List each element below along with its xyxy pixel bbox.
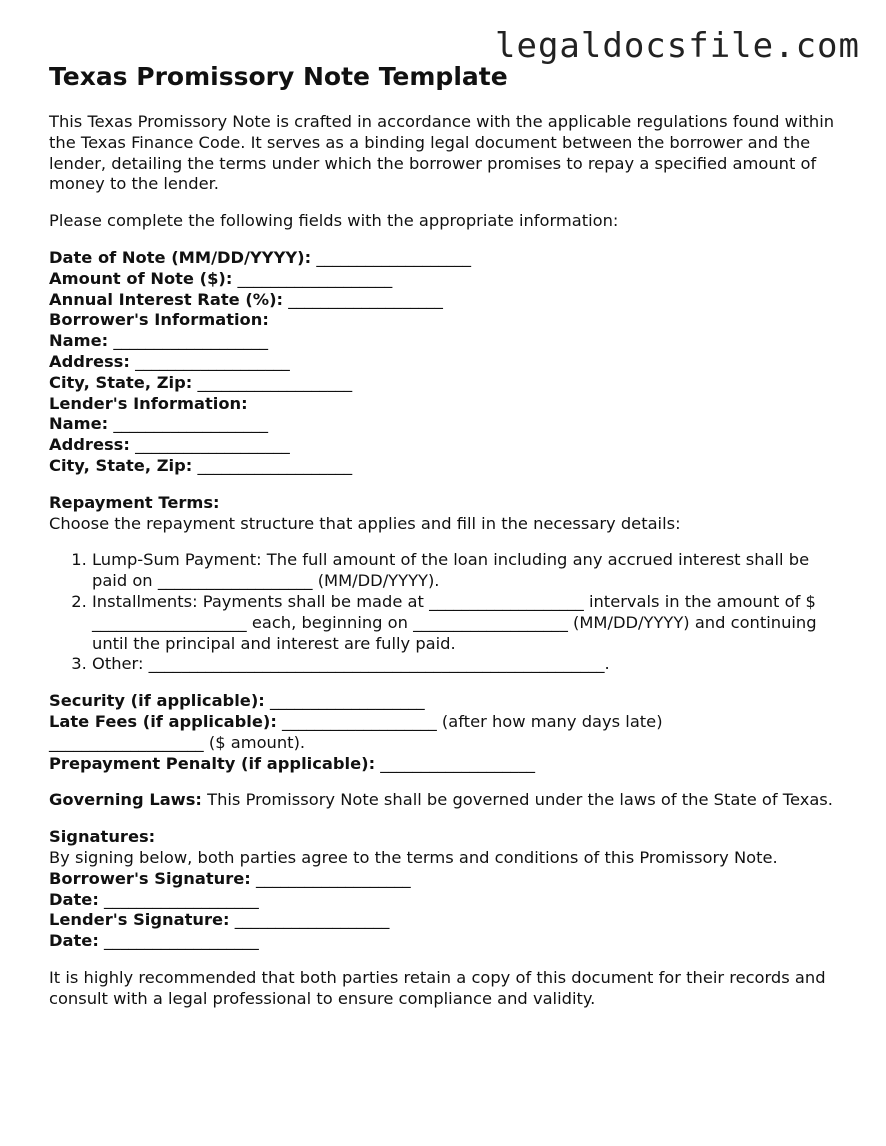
borrower-signature-field[interactable] — [49, 869, 849, 890]
list-item: 2. Installments: Payments shall be made at ___________________ intervals in the amount of $ ___________________ each, beginning on ___________________ (MM/DD/YYYY) and continuing until the principal and interest are fully paid. — [92, 592, 849, 654]
blank-line[interactable]: ___________________ — [92, 612, 247, 632]
field-label: Address: — [49, 351, 130, 371]
late-fees-field[interactable]: Late Fees (if applicable): ___________________ (after how many days late) — [49, 711, 663, 731]
blank-line: ___________________ — [135, 351, 290, 371]
signatures-text: By signing below, both parties agree to the terms and conditions of this Promissory Note. — [49, 847, 778, 867]
watermark-text: legaldocsfile.com — [495, 26, 860, 66]
list-item: 3. Other: ________________________________________________________. — [92, 654, 849, 675]
blank-line: ___________________ — [288, 289, 443, 309]
document-page — [49, 60, 849, 1025]
governing-laws: Governing Laws: This Promissory Note shall be governed under the laws of the State of Texas. — [49, 790, 833, 810]
blank-line: ___________________ — [269, 691, 425, 711]
borrower-heading: Borrower's Information: — [49, 310, 269, 330]
late-fees-amount-field[interactable]: ___________________ ($ amount). — [49, 732, 306, 752]
blank-line: ___________________ — [234, 910, 390, 930]
borrower-name-field[interactable] — [49, 331, 849, 352]
blank-line: ___________________ — [197, 372, 353, 392]
blank-line: ___________________ — [237, 268, 393, 288]
blank-line[interactable]: ___________________ — [429, 591, 584, 611]
list-item: 1. Lump-Sum Payment: The full amount of the loan including any accrued interest shall be paid on ___________________ (MM/DD/YYYY). — [92, 550, 849, 592]
closing-paragraph: It is highly recommended that both parties retain a copy of this document for their records and consult with a legal professional to ensure compliance and validity. — [49, 967, 826, 1008]
field-label: Amount of Note ($): — [49, 268, 233, 288]
blank-line[interactable]: ___________________ — [157, 571, 313, 591]
field-label: Late Fees (if applicable): — [49, 711, 277, 731]
signatures-heading: Signatures: — [49, 827, 156, 847]
lender-address-field[interactable] — [49, 435, 849, 456]
blank-line: ___________________ — [104, 931, 259, 951]
date-of-note-field[interactable] — [49, 248, 849, 269]
intro-paragraph: This Texas Promissory Note is crafted in accordance with the applicable regulations found within the Texas Finance Code. It serves as a binding legal document between the borrower and the lender, detailing the terms under which the borrower promises to repay a specified amount of money to the lender. — [49, 112, 835, 194]
field-label: City, State, Zip: — [49, 372, 193, 392]
page-title: Texas Promissory Note Template — [49, 62, 508, 91]
instruction-paragraph: Please complete the following fields with the appropriate information: — [49, 211, 619, 231]
extra-terms — [49, 691, 849, 774]
blank-line: ___________________ — [113, 331, 268, 351]
amount-of-note-field[interactable] — [49, 269, 849, 290]
blank-line: ___________________ — [282, 711, 437, 731]
field-label: Date: — [49, 931, 99, 951]
borrower-date-field[interactable] — [49, 890, 849, 911]
field-label: Name: — [49, 331, 109, 351]
blank-line: ___________________ — [316, 247, 471, 267]
repayment-heading: Repayment Terms: — [49, 492, 220, 512]
blank-line: ___________________ — [104, 889, 259, 909]
blank-line: ___________________ — [255, 868, 411, 888]
blank-line: ___________________ — [135, 435, 290, 455]
field-label: Date of Note (MM/DD/YYYY): — [49, 247, 312, 267]
field-label: Name: — [49, 414, 109, 434]
info-fields — [49, 248, 849, 477]
borrower-address-field[interactable] — [49, 352, 849, 373]
repayment-section — [49, 493, 849, 675]
lender-date-field[interactable] — [49, 931, 849, 952]
security-field[interactable] — [49, 691, 849, 712]
prepayment-field[interactable] — [49, 754, 849, 775]
field-label: Borrower's Signature: — [49, 868, 251, 888]
blank-line[interactable]: ________________________________________________________ — [148, 654, 605, 674]
blank-line: ___________________ — [113, 414, 268, 434]
lender-city-field[interactable] — [49, 456, 849, 477]
blank-line: ___________________ — [197, 455, 353, 475]
lender-heading: Lender's Information: — [49, 393, 248, 413]
blank-line[interactable]: ___________________ — [413, 612, 568, 632]
field-label: Annual Interest Rate (%): — [49, 289, 284, 309]
field-label: Address: — [49, 435, 130, 455]
field-label: Date: — [49, 889, 99, 909]
lender-signature-field[interactable] — [49, 910, 849, 931]
lender-name-field[interactable] — [49, 414, 849, 435]
repayment-options-list — [49, 550, 849, 675]
blank-line: ___________________ — [380, 753, 535, 773]
blank-line: ___________________ — [49, 732, 204, 752]
signatures-section — [49, 827, 849, 952]
repayment-instruction: Choose the repayment structure that applies and fill in the necessary details: — [49, 513, 681, 533]
field-label: City, State, Zip: — [49, 455, 193, 475]
field-label: Security (if applicable): — [49, 691, 265, 711]
interest-rate-field[interactable] — [49, 290, 849, 311]
field-label: Lender's Signature: — [49, 910, 230, 930]
borrower-city-field[interactable] — [49, 373, 849, 394]
field-label: Prepayment Penalty (if applicable): — [49, 753, 376, 773]
